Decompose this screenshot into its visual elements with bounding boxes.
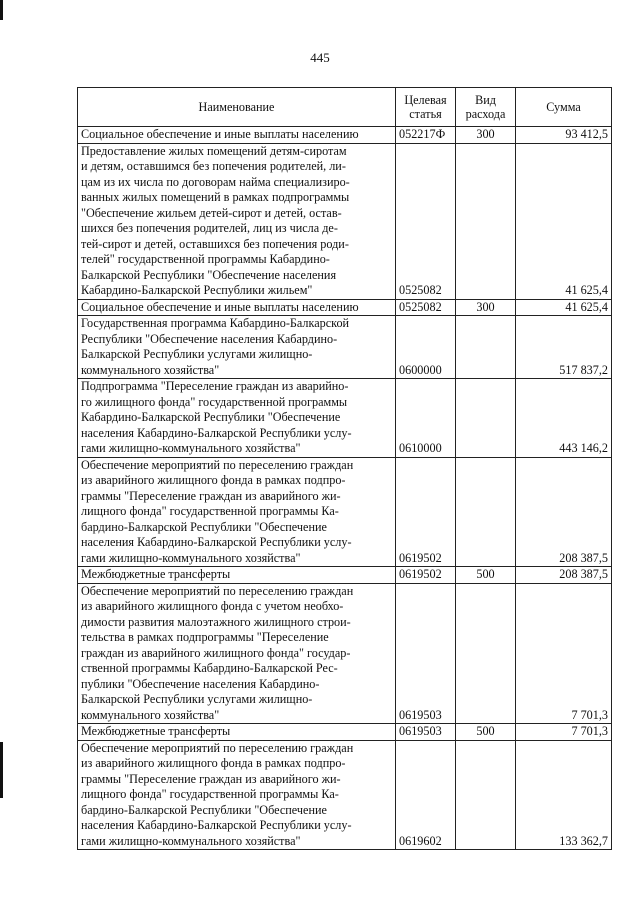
cell-code: 0610000 xyxy=(396,379,456,458)
table-row xyxy=(78,127,612,144)
cell-name: Подпрограмма "Переселение граждан из аварийно- го жилищного фонда" государственной программы Кабардино-Балкарской Республики "Обеспечение населения Кабардино-Балкарской Республики услу- гами жилищно-коммунального хозяйства" xyxy=(78,379,396,458)
cell-sum: 208 387,5 xyxy=(516,567,612,584)
cell-vid: 500 xyxy=(456,567,516,584)
table-row xyxy=(78,457,612,567)
cell-vid: 500 xyxy=(456,724,516,741)
cell-code: 0619602 xyxy=(396,740,456,850)
cell-vid xyxy=(456,583,516,724)
table-row xyxy=(78,740,612,850)
cell-vid xyxy=(456,457,516,567)
cell-vid xyxy=(456,740,516,850)
cell-vid xyxy=(456,143,516,299)
cell-name: Государственная программа Кабардино-Балкарской Республики "Обеспечение населения Кабардино- Балкарской Республики услугами жилищно- коммунального хозяйства" xyxy=(78,316,396,379)
budget-table xyxy=(77,87,612,850)
cell-vid: 300 xyxy=(456,127,516,144)
header-code: Целевая статья xyxy=(396,88,456,127)
page-number: 445 xyxy=(310,50,330,65)
header-vid: Вид расхода xyxy=(456,88,516,127)
table-row xyxy=(78,379,612,458)
cell-code: 052217Ф xyxy=(396,127,456,144)
table-row xyxy=(78,567,612,584)
header-name: Наименование xyxy=(78,88,396,127)
cell-sum: 7 701,3 xyxy=(516,724,612,741)
cell-code: 0619503 xyxy=(396,583,456,724)
table-header-row xyxy=(78,88,612,127)
table-row xyxy=(78,143,612,299)
cell-vid: 300 xyxy=(456,299,516,316)
table-row xyxy=(78,299,612,316)
table-row xyxy=(78,316,612,379)
cell-code: 0525082 xyxy=(396,143,456,299)
cell-code: 0619502 xyxy=(396,567,456,584)
cell-name: Предоставление жилых помещений детям-сиротам и детям, оставшимся без попечения родителей, ли- цам из их числа по договорам найма специализиро- ванных жилых помещений в рамках подпрограммы "Обеспечение жильем детей-сирот и детей, остав- шихся без попечения родителей, лиц из числа де- тей-сирот и детей, оставшихся без попечения роди- телей" государственной программы Кабардино- Балкарской Республики "Обеспечение населения Кабардино-Балкарской Республики жильем" xyxy=(78,143,396,299)
cell-sum: 41 625,4 xyxy=(516,143,612,299)
cell-code: 0600000 xyxy=(396,316,456,379)
cell-code: 0619503 xyxy=(396,724,456,741)
cell-sum: 443 146,2 xyxy=(516,379,612,458)
left-edge-mark-top xyxy=(0,0,3,20)
cell-vid xyxy=(456,316,516,379)
cell-name: Межбюджетные трансферты xyxy=(78,567,396,584)
cell-name: Обеспечение мероприятий по переселению граждан из аварийного жилищного фонда в рамках подпро- граммы "Переселение граждан из аварийного жи- лищного фонда" государственной программы Ка- бардино-Балкарской Республики "Обеспечение населения Кабардино-Балкарской Республики услу- гами жилищно-коммунального хозяйства" xyxy=(78,457,396,567)
cell-name: Межбюджетные трансферты xyxy=(78,724,396,741)
cell-sum: 7 701,3 xyxy=(516,583,612,724)
cell-sum: 133 362,7 xyxy=(516,740,612,850)
cell-name: Социальное обеспечение и иные выплаты населению xyxy=(78,127,396,144)
left-edge-mark-bottom xyxy=(0,742,3,798)
cell-sum: 93 412,5 xyxy=(516,127,612,144)
cell-code: 0619502 xyxy=(396,457,456,567)
table-row xyxy=(78,583,612,724)
header-sum: Сумма xyxy=(516,88,612,127)
table-row xyxy=(78,724,612,741)
cell-vid xyxy=(456,379,516,458)
cell-sum: 41 625,4 xyxy=(516,299,612,316)
cell-name: Социальное обеспечение и иные выплаты населению xyxy=(78,299,396,316)
cell-name: Обеспечение мероприятий по переселению граждан из аварийного жилищного фонда в рамках подпро- граммы "Переселение граждан из аварийного жи- лищного фонда" государственной программы Ка- бардино-Балкарской Республики "Обеспечение населения Кабардино-Балкарской Республики услу- гами жилищно-коммунального хозяйства" xyxy=(78,740,396,850)
cell-name: Обеспечение мероприятий по переселению граждан из аварийного жилищного фонда с учетом необхо- димости развития малоэтажного жилищного строи- тельства в рамках подпрограммы "Переселение граждан из аварийного жилищного фонда" государ- ственной программы Кабардино-Балкарской Рес- публики "Обеспечение населения Кабардино- Балкарской Республики услугами жилищно- коммунального хозяйства" xyxy=(78,583,396,724)
cell-code: 0525082 xyxy=(396,299,456,316)
cell-sum: 208 387,5 xyxy=(516,457,612,567)
cell-sum: 517 837,2 xyxy=(516,316,612,379)
